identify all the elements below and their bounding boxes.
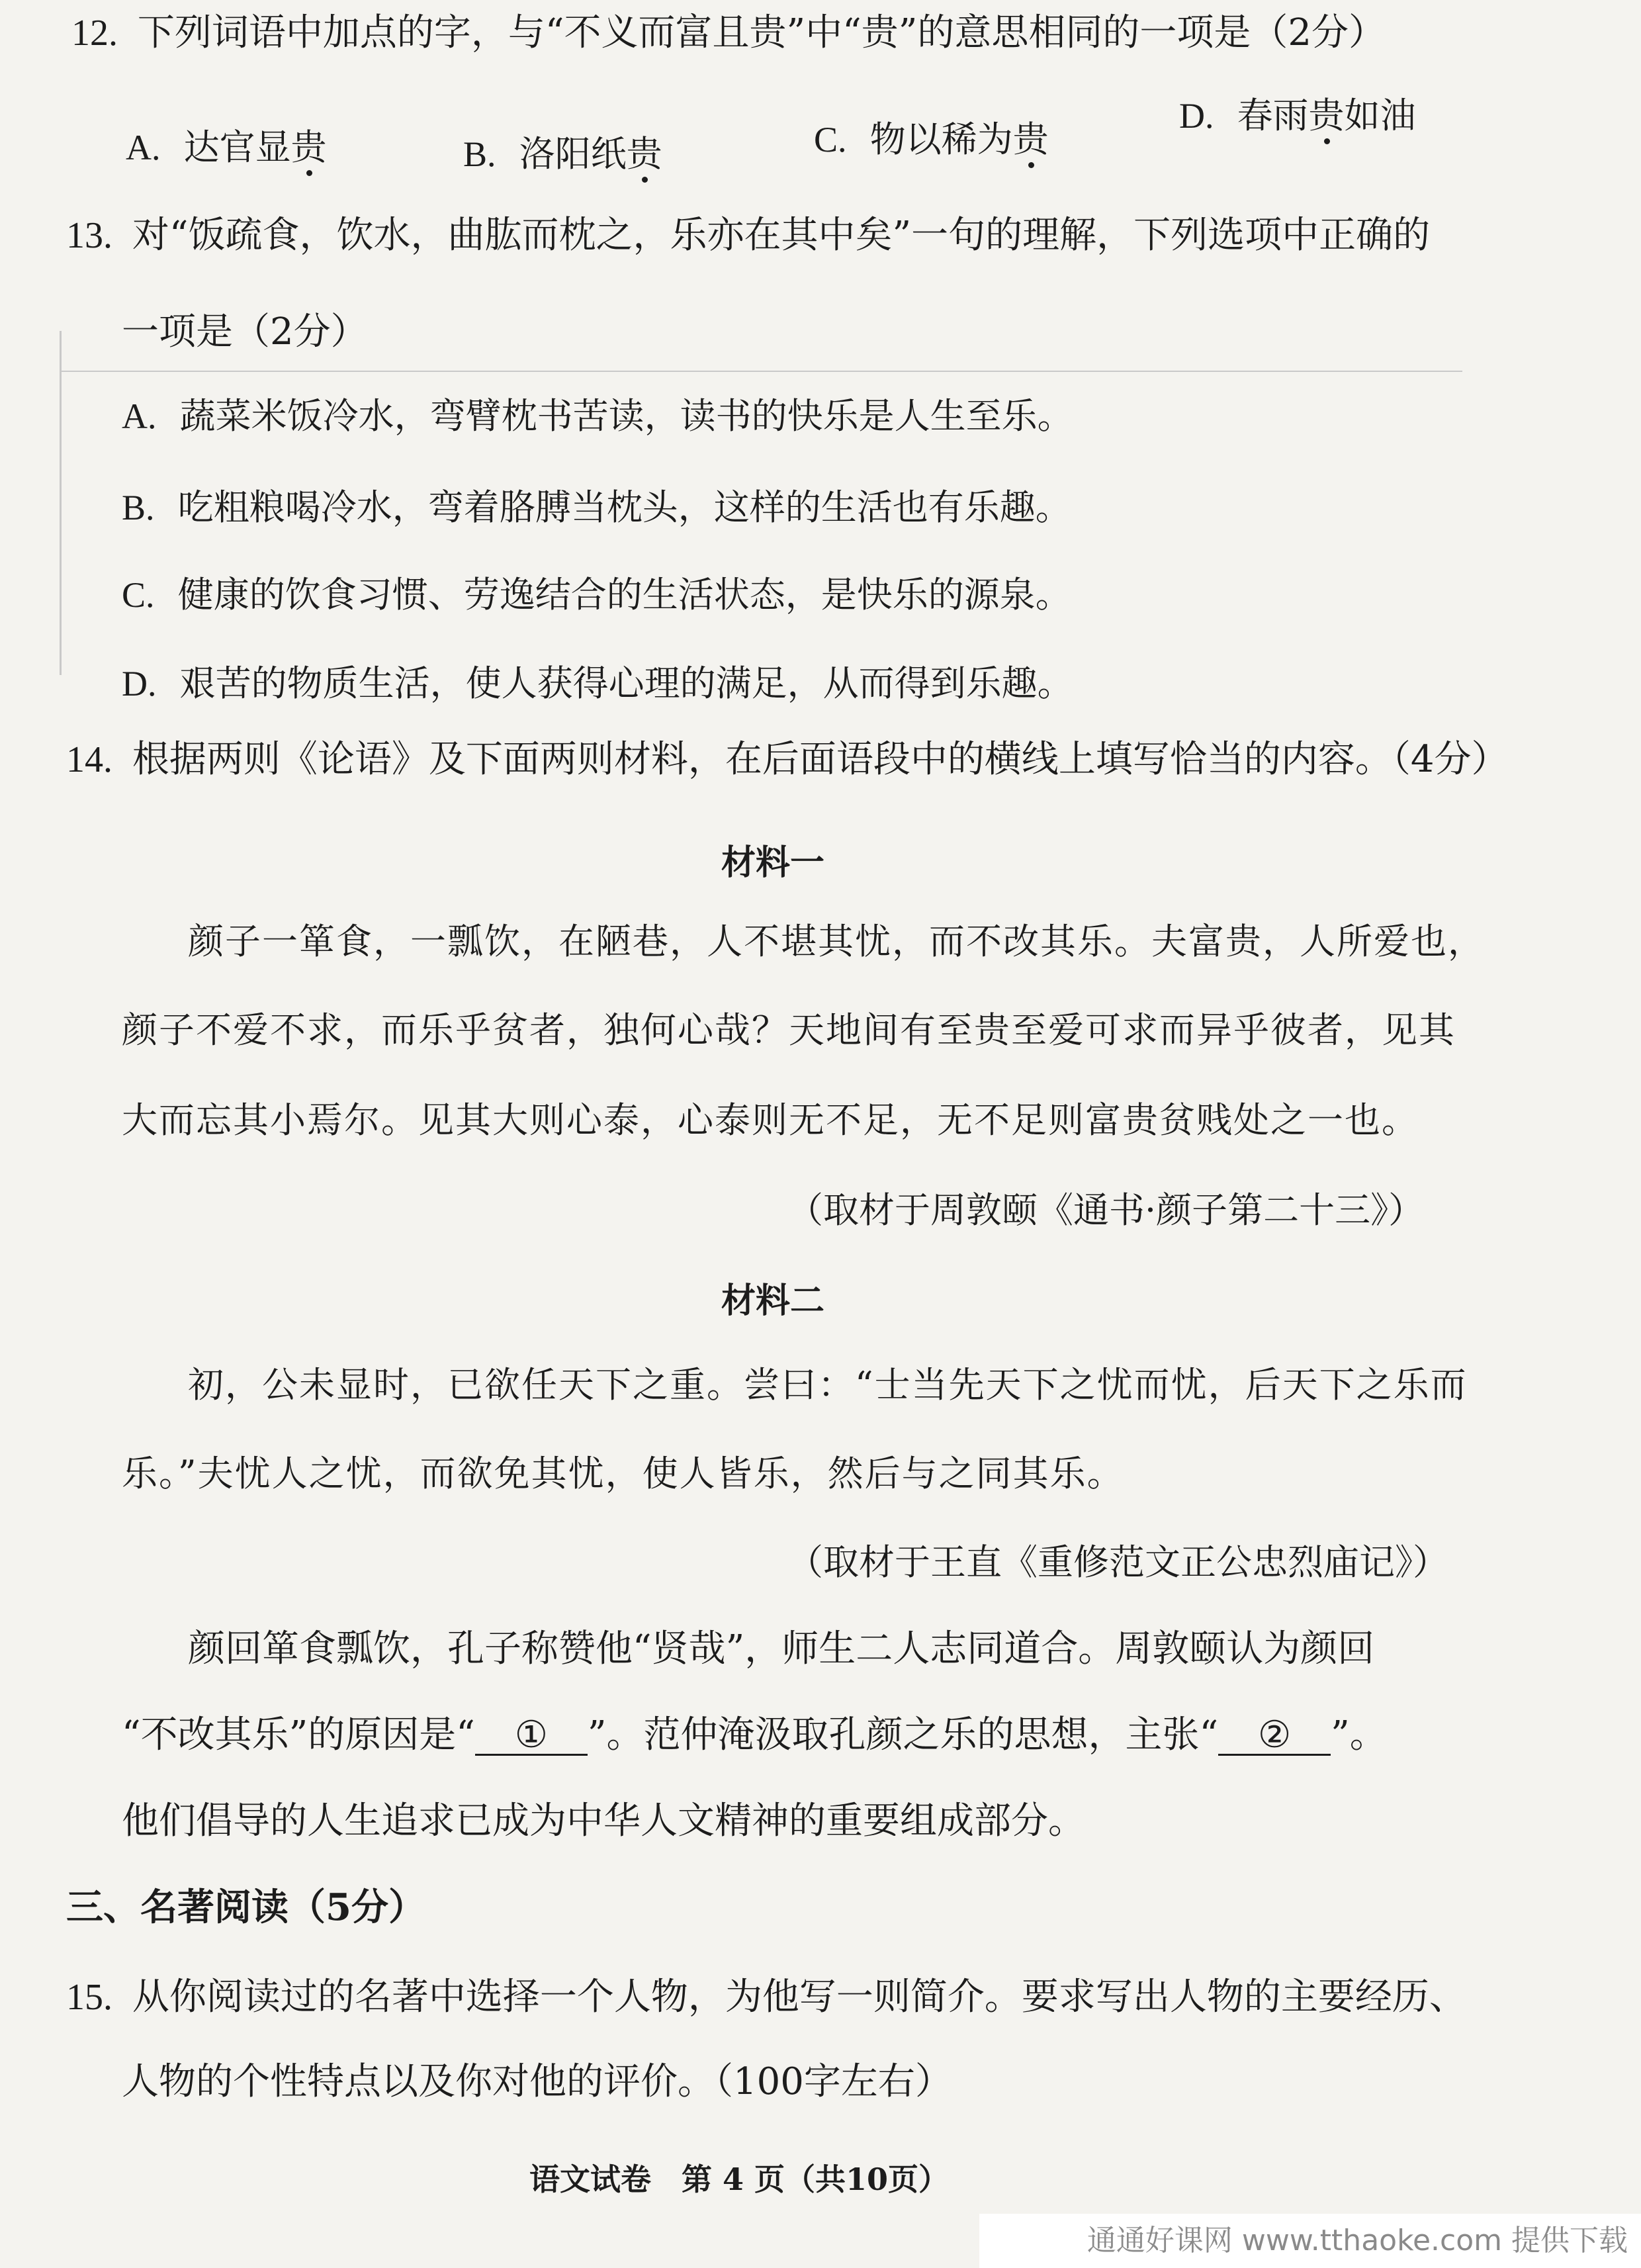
- q14-number: 14.: [66, 739, 112, 780]
- page-footer: 语文试卷 第 4 页（共10页）: [529, 2161, 950, 2197]
- option-letter: C.: [814, 120, 847, 159]
- passage-text: “不改其乐”的原因是“: [122, 1713, 475, 1756]
- q13-stem-line1: [66, 214, 1431, 257]
- option-letter: C.: [122, 575, 155, 615]
- q13-option-c[interactable]: [122, 574, 1071, 615]
- option-letter: D.: [122, 664, 157, 703]
- material1-source: （取材于周敦颐《通书·颜子第二十三》）: [787, 1189, 1425, 1231]
- option-text: 洛阳纸: [519, 133, 627, 175]
- option-text: 吃粗粮喝冷水，弯着胳膊当枕头，这样的生活也有乐趣。: [177, 486, 1071, 528]
- passage-line1: 颜回箪食瓢饮，孔子称赞他“贤哉”，师生二人志同道合。周敦颐认为颜回: [188, 1627, 1375, 1670]
- q13-option-b[interactable]: [122, 486, 1071, 528]
- material2-source: （取材于王直《重修范文正公忠烈庙记》）: [787, 1541, 1448, 1583]
- scan-box-left: [60, 331, 62, 675]
- passage-text: ”。: [1331, 1713, 1387, 1756]
- q14-text: 根据两则《论语》及下面两则材料，在后面语段中的横线上填写恰当的内容。（4分）: [132, 738, 1509, 781]
- dotted-char: 贵: [1012, 118, 1049, 160]
- q15-number: 15.: [66, 1977, 112, 2018]
- q13-text-line1: 对“饭疏食，饮水，曲肱而枕之，乐亦在其中矣”一句的理解，下列选项中正确的: [132, 214, 1431, 257]
- dotted-char: 贵: [1308, 95, 1345, 136]
- q12-option-d[interactable]: [1179, 95, 1416, 136]
- q12-option-c[interactable]: [814, 118, 1049, 160]
- option-text: 春雨: [1237, 95, 1309, 136]
- option-letter: B.: [463, 134, 496, 174]
- option-letter: A.: [122, 396, 157, 436]
- q15-stem-line2: 人物的个性特点以及你对他的评价。（100字左右）: [122, 2060, 952, 2103]
- q12-option-b[interactable]: [463, 133, 662, 175]
- section-title: 三、名著阅读（5分）: [66, 1885, 425, 1929]
- answer-blank-1[interactable]: ①: [475, 1717, 588, 1756]
- passage-line2: [122, 1713, 1387, 1756]
- material1-line: 大而忘其小焉尔。见其大则心泰，心泰则无不足，无不足则富贵贫贱处之一也。: [122, 1099, 1419, 1141]
- passage-text: ”。范仲淹汲取孔颜之乐的思想，主张“: [587, 1713, 1219, 1756]
- option-text: 蔬菜米饭冷水，弯臂枕书苦读，读书的快乐是人生至乐。: [179, 395, 1073, 437]
- answer-blank-2[interactable]: ②: [1218, 1717, 1331, 1756]
- option-letter: D.: [1179, 96, 1214, 136]
- option-letter: A.: [126, 128, 161, 167]
- dotted-char: 贵: [626, 133, 662, 175]
- dotted-char: 贵: [290, 126, 327, 168]
- option-letter: B.: [122, 488, 155, 527]
- option-text: 健康的饮食习惯、劳逸结合的生活状态，是快乐的源泉。: [177, 574, 1071, 615]
- q12-text: 下列词语中加点的字，与“不义而富且贵”中“贵”的意思相同的一项是（2分）: [137, 11, 1386, 54]
- q13-option-d[interactable]: [122, 662, 1073, 704]
- q12-option-a[interactable]: [126, 126, 327, 168]
- material2-line: 乐。”夫忧人之忧，而欲免其忧，使人皆乐，然后与之同其乐。: [122, 1453, 1124, 1494]
- material2-line: 初，公未显时，已欲任天下之重。尝曰：“士当先天下之忧而忧，后天下之乐而: [188, 1364, 1468, 1406]
- q12-stem: [71, 11, 1386, 54]
- material1-line: 颜子不爱不求，而乐乎贫者，独何心哉？天地间有至贵至爱可求而异乎彼者，见其: [122, 1009, 1456, 1051]
- q13-number: 13.: [66, 215, 112, 256]
- material1-title: 材料一: [721, 842, 825, 883]
- material1-line: 颜子一箪食，一瓢饮，在陋巷，人不堪其忧，而不改其乐。夫富贵，人所爱也，: [188, 921, 1485, 962]
- passage-line3: 他们倡导的人生追求已成为中华人文精神的重要组成部分。: [122, 1799, 1085, 1842]
- option-text: 物以稀为: [869, 118, 1013, 160]
- option-text: 达官显: [183, 126, 291, 168]
- q13-stem-line2: 一项是（2分）: [122, 310, 368, 353]
- q13-option-a[interactable]: [122, 395, 1073, 437]
- watermark: 通通好课网 www.tthaoke.com 提供下载: [979, 2214, 1641, 2268]
- option-text-tail: 如油: [1344, 95, 1416, 136]
- material2-title: 材料二: [721, 1281, 825, 1321]
- scan-box-top: [60, 371, 1462, 372]
- option-text: 艰苦的物质生活，使人获得心理的满足，从而得到乐趣。: [179, 662, 1073, 704]
- q15-stem-line1: [66, 1975, 1466, 2019]
- q15-text-line1: 从你阅读过的名著中选择一个人物，为他写一则简介。要求写出人物的主要经历、: [132, 1975, 1466, 2019]
- q12-number: 12.: [71, 13, 118, 54]
- q14-stem: [66, 738, 1509, 781]
